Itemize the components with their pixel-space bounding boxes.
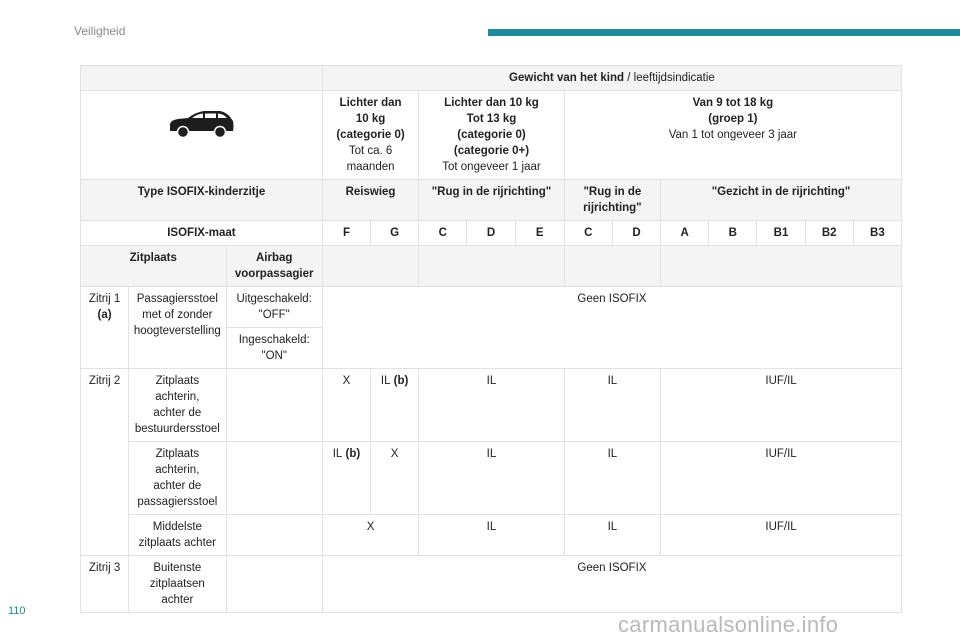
weight-group-line: Tot 13 kg: [466, 113, 517, 125]
row3: [81, 556, 902, 613]
type-rug-2-line2: rijrichting": [583, 202, 642, 214]
weight-group-line: Lichter dan 10 kg: [444, 97, 539, 109]
seat-line: achterin,: [155, 391, 200, 403]
row2-seat3-rug1: IL: [419, 515, 565, 556]
value: IL: [332, 448, 343, 460]
airbag-on-line2: "ON": [261, 350, 287, 362]
row1-seat-line: met of zonder: [142, 309, 213, 321]
header-accent-bar: [488, 29, 960, 36]
weight-header: [322, 66, 901, 91]
watermark: carmanualsonline.info: [618, 612, 839, 637]
weight-group-line: 10 kg: [355, 113, 386, 125]
row2-seat1-reiswieg-g: [371, 369, 419, 442]
size-cell: A: [661, 221, 709, 246]
weight-group-line: Van 9 tot 18 kg: [692, 97, 774, 109]
weight-group-line: (groep 1): [708, 113, 758, 125]
row1-label-line1: Zitrij 1: [88, 293, 121, 305]
weight-group-line: Lichter dan: [339, 97, 402, 109]
row3-seat: [129, 556, 226, 613]
blank-cell: [564, 246, 660, 287]
seat-header-row: [81, 246, 902, 287]
page-number: 110: [8, 605, 26, 617]
weight-group-line: Van 1 tot ongeveer 3 jaar: [668, 129, 798, 141]
weight-group-line: Tot ca. 6: [348, 145, 393, 157]
blank-cell: [226, 515, 322, 556]
size-cell: E: [515, 221, 564, 246]
row2-seat2: [81, 442, 902, 515]
blank-cell: [81, 66, 323, 91]
seat-line: zitplaatsen: [149, 578, 205, 590]
car-icon-cell: [81, 91, 323, 180]
isofix-table: [80, 65, 902, 613]
size-cell: B2: [805, 221, 853, 246]
weight-group-line: Tot ongeveer 1 jaar: [442, 161, 541, 173]
blank-cell: [661, 246, 902, 287]
size-row: [81, 221, 902, 246]
row2-seat2-rug2: IL: [564, 442, 660, 515]
blank-cell: [419, 246, 565, 287]
row2-seat2-gezicht: IUF/IL: [661, 442, 902, 515]
type-label: Type ISOFIX-kinderzitje: [81, 180, 323, 221]
airbag-on: [226, 328, 322, 369]
size-cell: F: [322, 221, 370, 246]
row2-seat3-rug2: IL: [564, 515, 660, 556]
section-title: Veiligheid: [74, 24, 126, 38]
type-reiswieg: Reiswieg: [322, 180, 418, 221]
weight-header-bold: Gewicht van het kind: [509, 72, 625, 84]
row1-label: [81, 287, 129, 369]
blank-cell: [226, 369, 322, 442]
seat-line: Buitenste: [153, 562, 202, 574]
type-rug-2-line1: "Rug in de: [583, 186, 642, 198]
row3-value: Geen ISOFIX: [322, 556, 901, 613]
airbag-off: [226, 287, 322, 328]
airbag-on-line1: Ingeschakeld:: [238, 334, 310, 346]
seat-line: Middelste: [152, 521, 202, 533]
seat-line: passagiersstoel: [137, 496, 218, 508]
row2-seat1-rug1: IL: [419, 369, 565, 442]
row2-seat1-rug2: IL: [564, 369, 660, 442]
note-b: (b): [390, 375, 409, 387]
airbag-off-line2: "OFF": [258, 309, 290, 321]
type-rug-2: [564, 180, 660, 221]
row2-seat2-reiswieg-g: X: [371, 442, 419, 515]
row2-seat1-reiswieg-f: X: [322, 369, 370, 442]
size-cell: G: [371, 221, 419, 246]
type-row: [81, 180, 902, 221]
row2-seat3-gezicht: IUF/IL: [661, 515, 902, 556]
airbag-header: [226, 246, 322, 287]
row1-seat: [129, 287, 226, 369]
row2-seat2-reiswieg-f: [322, 442, 370, 515]
weight-groups-row: [81, 91, 902, 180]
row2-seat3-reiswieg: X: [322, 515, 418, 556]
weight-group-line: (categorie 0+): [453, 145, 530, 157]
blank-cell: [226, 442, 322, 515]
value: IL: [380, 375, 391, 387]
row1-value: Geen ISOFIX: [322, 287, 901, 369]
seat-line: Zitplaats: [155, 448, 200, 460]
blank-cell: [322, 246, 418, 287]
zitplaats-header: Zitplaats: [81, 246, 227, 287]
weight-header-normal: / leeftijdsindicatie: [624, 72, 715, 84]
seat-line: Zitplaats: [155, 375, 200, 387]
seat-line: achterin,: [155, 464, 200, 476]
seat-line: achter de: [153, 480, 202, 492]
seat-line: bestuurdersstoel: [134, 423, 220, 435]
weight-group-line: (categorie 0): [457, 129, 526, 141]
size-label: ISOFIX-maat: [81, 221, 323, 246]
row3-label: Zitrij 3: [81, 556, 129, 613]
size-cell: B: [709, 221, 757, 246]
row2-seat1-label: [129, 369, 226, 442]
seat-line: zitplaats achter: [138, 537, 217, 549]
type-gezicht: "Gezicht in de rijrichting": [661, 180, 902, 221]
note-b: (b): [342, 448, 361, 460]
weight-group-3: [564, 91, 901, 180]
row1-seat-line: hoogteverstelling: [133, 325, 221, 337]
size-cell: B1: [757, 221, 805, 246]
row2-seat2-label: [129, 442, 226, 515]
row2-label: Zitrij 2: [81, 369, 129, 556]
row2-seat3-label: [129, 515, 226, 556]
airbag-off-line1: Uitgeschakeld:: [236, 293, 312, 305]
weight-group-line: (categorie 0): [336, 129, 405, 141]
size-cell: D: [612, 221, 660, 246]
size-cell: C: [419, 221, 467, 246]
car-icon: [166, 107, 236, 141]
size-cell: C: [564, 221, 612, 246]
row2-seat1: [81, 369, 902, 442]
airbag-header-line1: Airbag: [255, 252, 293, 264]
size-cell: B3: [853, 221, 901, 246]
row1-off: [81, 287, 902, 328]
seat-line: achter de: [153, 407, 202, 419]
airbag-header-line2: voorpassagier: [234, 268, 314, 280]
row2-seat1-gezicht: IUF/IL: [661, 369, 902, 442]
row2-seat3: [81, 515, 902, 556]
type-rug-1: "Rug in de rijrichting": [419, 180, 565, 221]
weight-header-row: [81, 66, 902, 91]
blank-cell: [226, 556, 322, 613]
row2-seat2-rug1: IL: [419, 442, 565, 515]
weight-group-line: maanden: [346, 161, 395, 173]
size-cell: D: [467, 221, 515, 246]
row1-label-line2: (a): [97, 309, 112, 321]
weight-group-1: [322, 91, 418, 180]
row1-seat-line: Passagiersstoel: [136, 293, 218, 305]
seat-line: achter: [161, 594, 194, 606]
weight-group-2: [419, 91, 565, 180]
